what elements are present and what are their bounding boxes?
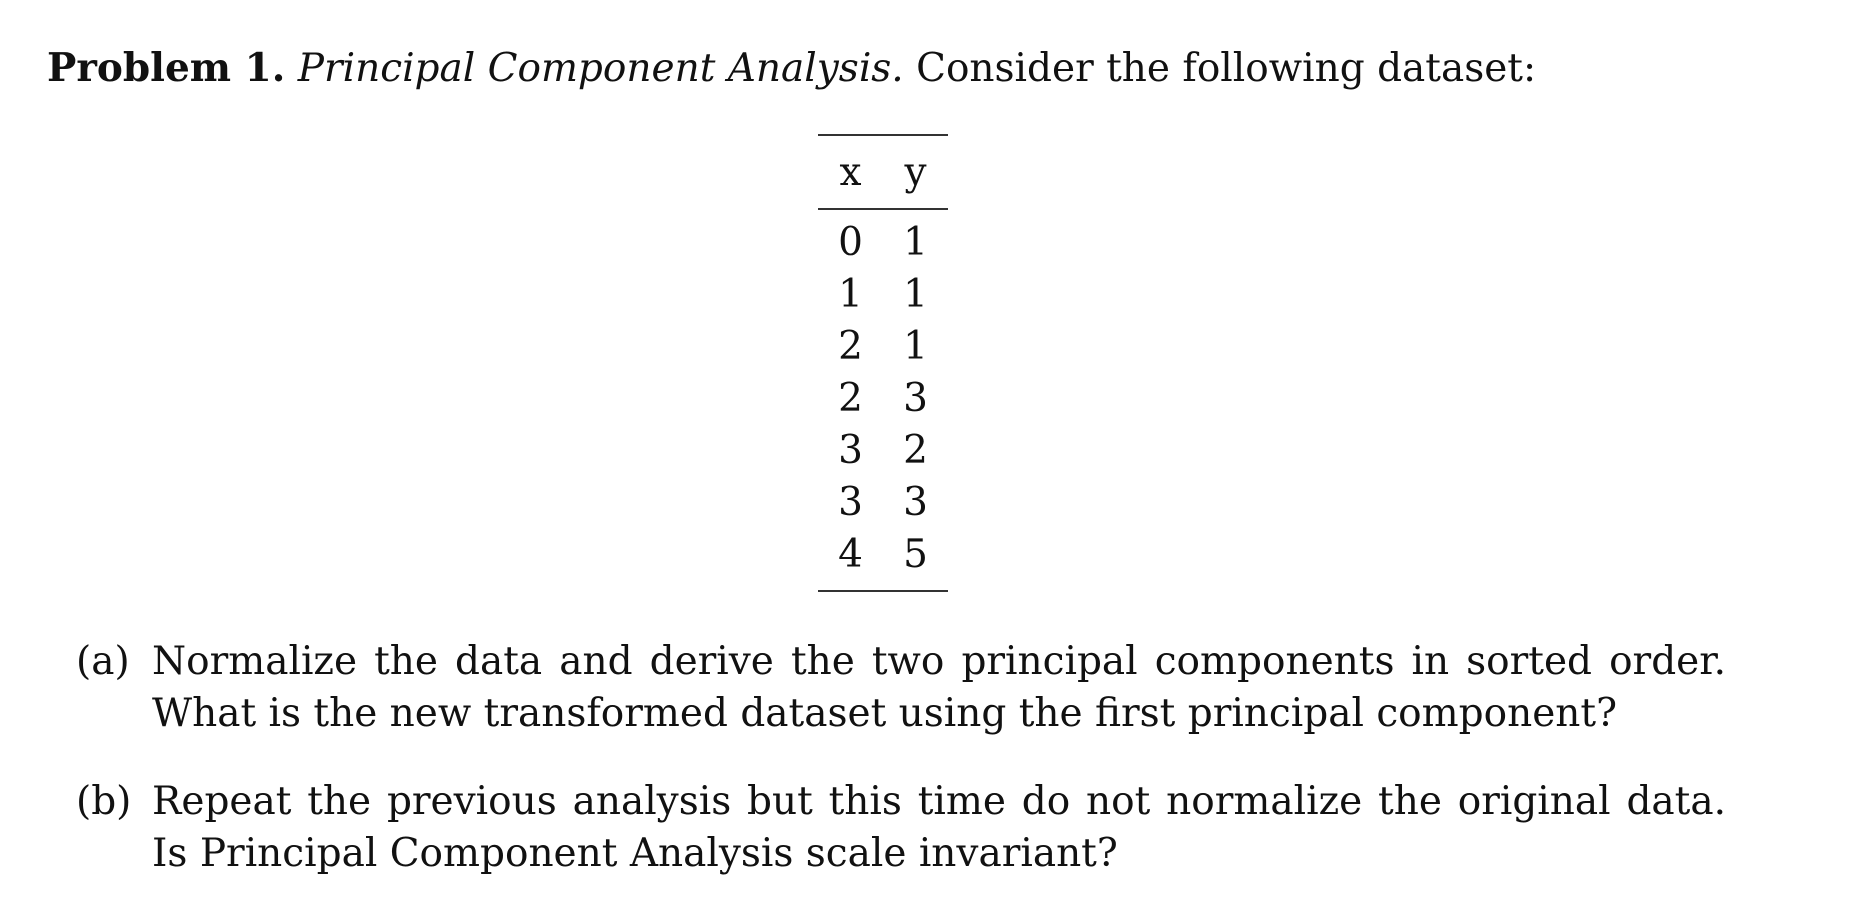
- problem-intro: Consider the following dataset:: [916, 46, 1537, 91]
- table-row: [818, 320, 948, 372]
- cell-y: 1: [903, 219, 928, 265]
- cell-x: 1: [838, 271, 863, 317]
- column-header-x: x: [818, 135, 883, 209]
- problem-heading: [47, 44, 1536, 93]
- question-parts: [76, 636, 1726, 916]
- cell-y: 2: [903, 427, 928, 473]
- table-header-row: [818, 135, 948, 209]
- table-row: [818, 528, 948, 591]
- cell-x: 0: [838, 219, 863, 265]
- question-part-b: [76, 776, 1726, 880]
- question-part-a: [76, 636, 1726, 740]
- problem-label: Problem 1.: [47, 45, 286, 91]
- table-row: [818, 424, 948, 476]
- part-label: (b): [76, 779, 132, 824]
- cell-x: 3: [838, 427, 863, 473]
- cell-y: 1: [903, 323, 928, 369]
- part-text: Normalize the data and derive the two principal components in sorted order. What is the new transformed dataset using the first principal component?: [152, 639, 1726, 736]
- column-header-y: y: [883, 135, 948, 209]
- table-row: [818, 476, 948, 528]
- cell-x: 4: [818, 528, 883, 591]
- cell-y: 3: [903, 479, 928, 525]
- table-row: [818, 268, 948, 320]
- cell-y: 3: [903, 375, 928, 421]
- cell-y: 5: [883, 528, 948, 591]
- table-row: [818, 209, 948, 268]
- cell-y: 1: [903, 271, 928, 317]
- cell-x: 2: [838, 375, 863, 421]
- table-row: [818, 372, 948, 424]
- cell-x: 2: [838, 323, 863, 369]
- problem-topic: Principal Component Analysis.: [297, 46, 904, 91]
- cell-x: 3: [838, 479, 863, 525]
- part-text: Repeat the previous analysis but this time do not normalize the original data. Is Principal Component Analysis scale invariant?: [152, 779, 1726, 876]
- part-label: (a): [76, 639, 130, 684]
- dataset-table: [818, 134, 948, 592]
